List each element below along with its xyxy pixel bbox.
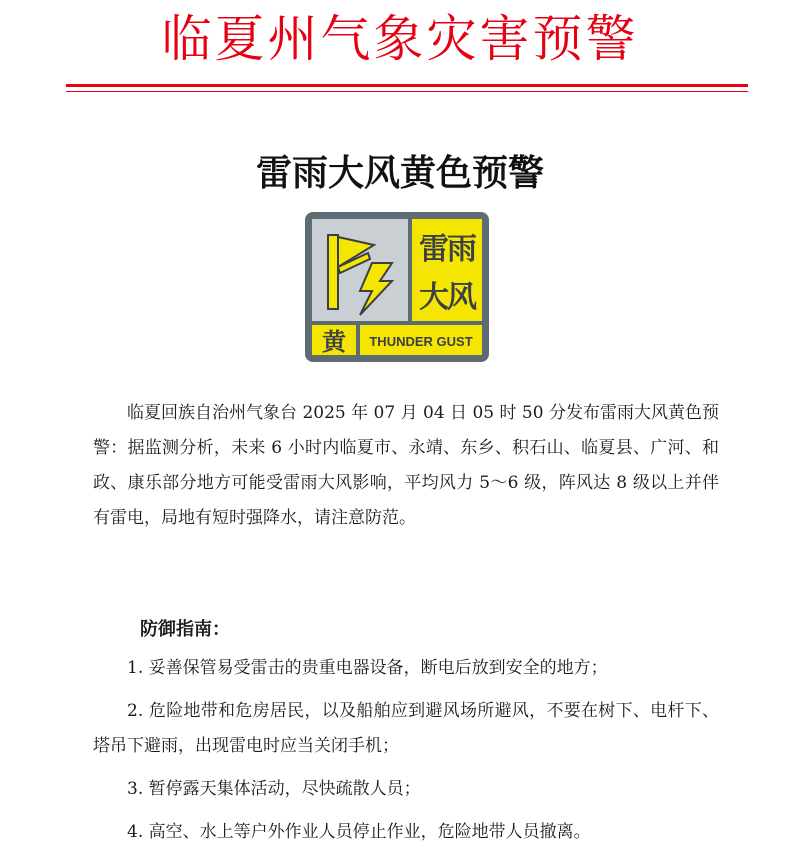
defense-guide-heading: 防御指南： [140,619,230,640]
signal-english-label: THUNDER GUST [369,334,473,349]
header-divider-thin [66,91,748,92]
thunder-gust-yellow-signal-icon [304,211,490,363]
agency-header-title: 临夏州气象灾害预警 [161,10,639,68]
guide-item: 3. 暂停露天集体活动，尽快疏散人员； [127,779,421,799]
signal-bottom-chars: 大风 [419,280,475,315]
guide-item: 4. 高空、水上等户外作业人员停止作业，危险地带人员撤离。 [127,822,591,842]
guide-item: 1. 妥善保管易受雷击的贵重电器设备，断电后放到安全的地方； [127,658,608,678]
signal-grey-panel [312,219,408,321]
signal-level-char: 黄 [322,328,346,356]
signal-top-chars: 雷雨 [419,232,475,267]
guide-item: 2. 危险地带和危房居民，以及船舶应到避风场所避风，不要在树下、电杆下、塔吊下避雨，出现雷电时应当关闭手机； [93,701,719,756]
defense-guide-list [93,651,719,858]
warning-body-paragraph: 临夏回族自治州气象台 2025 年 07 月 04 日 05 时 50 分发布雷雨大风黄色预警：据监测分析，未来 6 小时内临夏市、永靖、东乡、积石山、临夏县、广河、和政、康乐部分地方可能受雷雨大风影响，平均风力 5～6 级，阵风达 8 级以上并伴有雷电，局地有短时强降水，请注意防范。 [93,403,719,528]
warning-title: 雷雨大风黄色预警 [255,152,544,194]
header-divider-thick [66,84,748,87]
